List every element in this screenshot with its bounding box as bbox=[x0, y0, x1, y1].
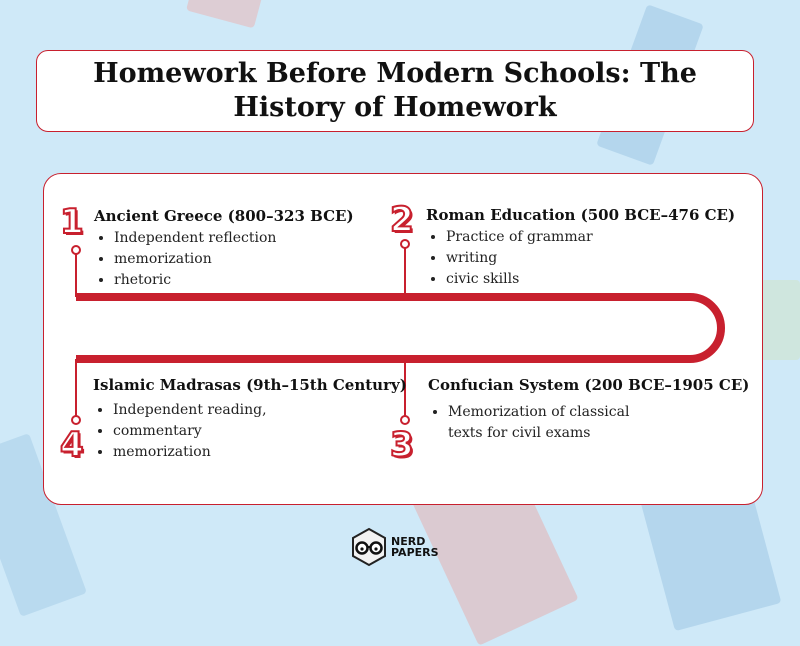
list-item: • writing bbox=[446, 248, 735, 269]
logo-text-line2: PAPERS bbox=[391, 546, 439, 559]
connector-dot-1 bbox=[72, 246, 80, 254]
list-item: • Memorization of classical texts for civil exams bbox=[448, 402, 648, 444]
list-item: • rhetoric bbox=[114, 270, 354, 291]
stage-number-4: 4 bbox=[60, 425, 84, 465]
page-title: Homework Before Modern Schools: The History of Homework bbox=[93, 58, 697, 123]
list-item: • memorization bbox=[114, 249, 354, 270]
stage-ancient-greece bbox=[94, 207, 354, 291]
logo-text-line1: NERD bbox=[391, 535, 426, 548]
stage-roman-education bbox=[426, 206, 735, 290]
nerd-face-icon bbox=[350, 527, 388, 567]
stage-heading: Roman Education (500 BCE–476 CE) bbox=[426, 206, 736, 224]
list-item: • Independent reading, bbox=[113, 400, 407, 421]
list-item: • commentary bbox=[113, 421, 407, 442]
stage-number-1: 1 bbox=[60, 202, 84, 242]
connector-dot-4 bbox=[72, 416, 80, 424]
list-item: • memorization bbox=[113, 442, 407, 463]
stage-islamic-madrasas bbox=[93, 376, 407, 463]
stage-heading: Islamic Madrasas (9th–15th Century) bbox=[93, 376, 407, 394]
list-item: • civic skills bbox=[446, 269, 735, 290]
nerd-papers-logo bbox=[350, 527, 439, 567]
stage-heading: Ancient Greece (800–323 BCE) bbox=[94, 207, 354, 225]
timeline-path bbox=[76, 297, 721, 359]
connector-dot-2 bbox=[401, 240, 409, 248]
stage-confucian-system bbox=[428, 376, 749, 444]
stage-number-2: 2 bbox=[390, 200, 414, 240]
stage-heading: Confucian System (200 BCE–1905 CE) bbox=[428, 376, 750, 394]
list-item: • Independent reflection bbox=[114, 228, 354, 249]
stage-number-3: 3 bbox=[390, 425, 414, 465]
list-item: • Practice of grammar bbox=[446, 227, 735, 248]
